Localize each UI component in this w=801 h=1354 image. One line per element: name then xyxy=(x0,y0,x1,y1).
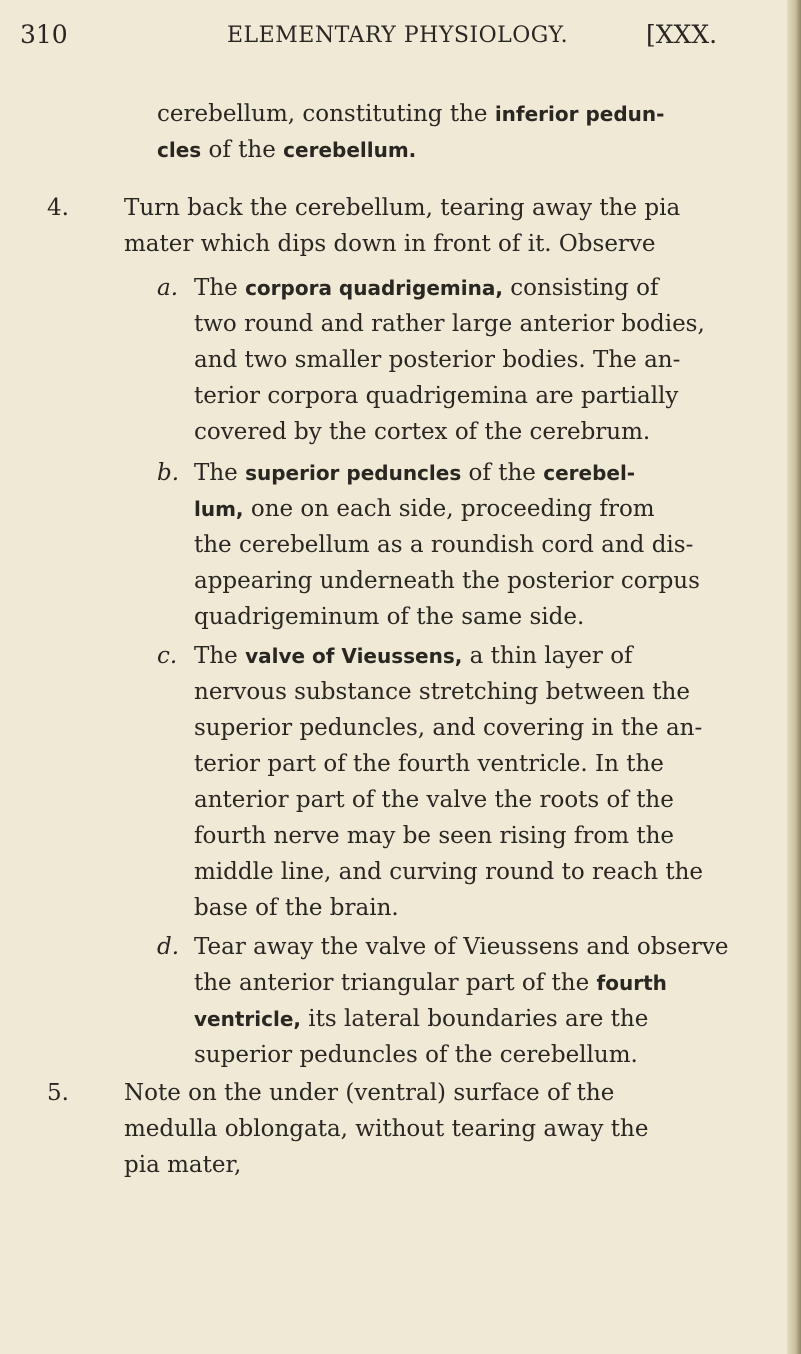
sub-d-line-3: ventricle, its lateral boundaries are the xyxy=(194,1006,649,1032)
sub-b-line-2: lum, one on each side, proceeding from xyxy=(194,496,655,522)
sub-c-paragraph xyxy=(194,638,703,926)
sub-b-line-3: the cerebellum as a roundish cord and dis- xyxy=(194,532,694,558)
item-number-5: 5. xyxy=(47,1080,69,1106)
sub-c-line-5: anterior part of the valve the roots of the xyxy=(194,787,674,813)
item-5-paragraph xyxy=(124,1075,648,1183)
section-number: [XXX. xyxy=(646,20,718,49)
item-5-line-2: medulla oblongata, without tearing away the xyxy=(124,1116,649,1142)
sub-d-paragraph xyxy=(194,929,729,1073)
bold-term: lum, xyxy=(194,497,244,521)
item-5-line-3: pia mater, xyxy=(124,1152,242,1178)
bold-term: fourth xyxy=(596,971,667,995)
page-edge xyxy=(787,0,801,1354)
intro-line-1: cerebellum, constituting the inferior pedun- xyxy=(157,101,665,127)
sub-a-line-5: covered by the cortex of the cerebrum. xyxy=(194,419,651,445)
bold-term: cerebellum. xyxy=(283,138,417,162)
sub-d-line-4: superior peduncles of the cerebellum. xyxy=(194,1042,638,1068)
page-number: 310 xyxy=(20,20,68,49)
running-title: ELEMENTARY PHYSIOLOGY. xyxy=(227,23,569,48)
sub-b-line-1: The superior peduncles of the cerebel- xyxy=(194,460,636,486)
bold-term: superior peduncles xyxy=(245,461,462,485)
sub-d-line-1: Tear away the valve of Vieussens and observe xyxy=(194,934,729,960)
sub-a-paragraph xyxy=(194,270,705,450)
bold-term: corpora quadrigemina, xyxy=(245,276,503,300)
sub-c-line-4: terior part of the fourth ventricle. In the xyxy=(194,751,664,777)
item-4-paragraph xyxy=(124,190,680,262)
sub-a-line-3: and two smaller posterior bodies. The an- xyxy=(194,347,681,373)
sub-a-line-2: two round and rather large anterior bodies, xyxy=(194,311,705,337)
sub-b-paragraph xyxy=(194,455,700,635)
sub-a-line-1: The corpora quadrigemina, consisting of xyxy=(194,275,659,301)
sub-letter-a: a. xyxy=(157,275,179,301)
sub-c-line-7: middle line, and curving round to reach the xyxy=(194,859,703,885)
sub-letter-b: b. xyxy=(157,460,180,486)
item-5-line-1: Note on the under (ventral) surface of the xyxy=(124,1080,615,1106)
sub-a-line-4: terior corpora quadrigemina are partially xyxy=(194,383,679,409)
bold-term: ventricle, xyxy=(194,1007,301,1031)
sub-b-line-5: quadrigeminum of the same side. xyxy=(194,604,585,630)
sub-c-line-6: fourth nerve may be seen rising from the xyxy=(194,823,674,849)
bold-term: inferior pedun- xyxy=(494,102,665,126)
item-4-line-1: Turn back the cerebellum, tearing away the pia xyxy=(124,195,681,221)
item-number-4: 4. xyxy=(47,195,69,221)
intro-paragraph xyxy=(157,96,664,168)
sub-b-line-4: appearing underneath the posterior corpus xyxy=(194,568,700,594)
bold-term: cles xyxy=(157,138,202,162)
bold-term: valve of Vieussens, xyxy=(245,644,463,668)
sub-c-line-8: base of the brain. xyxy=(194,895,399,921)
sub-c-line-2: nervous substance stretching between the xyxy=(194,679,690,705)
sub-letter-d: d. xyxy=(157,934,180,960)
sub-d-line-2: the anterior triangular part of the fourth xyxy=(194,970,667,996)
item-4-line-2: mater which dips down in front of it. Observe xyxy=(124,231,656,257)
sub-c-line-1: The valve of Vieussens, a thin layer of xyxy=(194,643,633,669)
running-header xyxy=(20,20,740,60)
intro-line-2: cles of the cerebellum. xyxy=(157,137,417,163)
sub-c-line-3: superior peduncles, and covering in the an- xyxy=(194,715,703,741)
bold-term: cerebel- xyxy=(543,461,636,485)
sub-letter-c: c. xyxy=(157,643,178,669)
